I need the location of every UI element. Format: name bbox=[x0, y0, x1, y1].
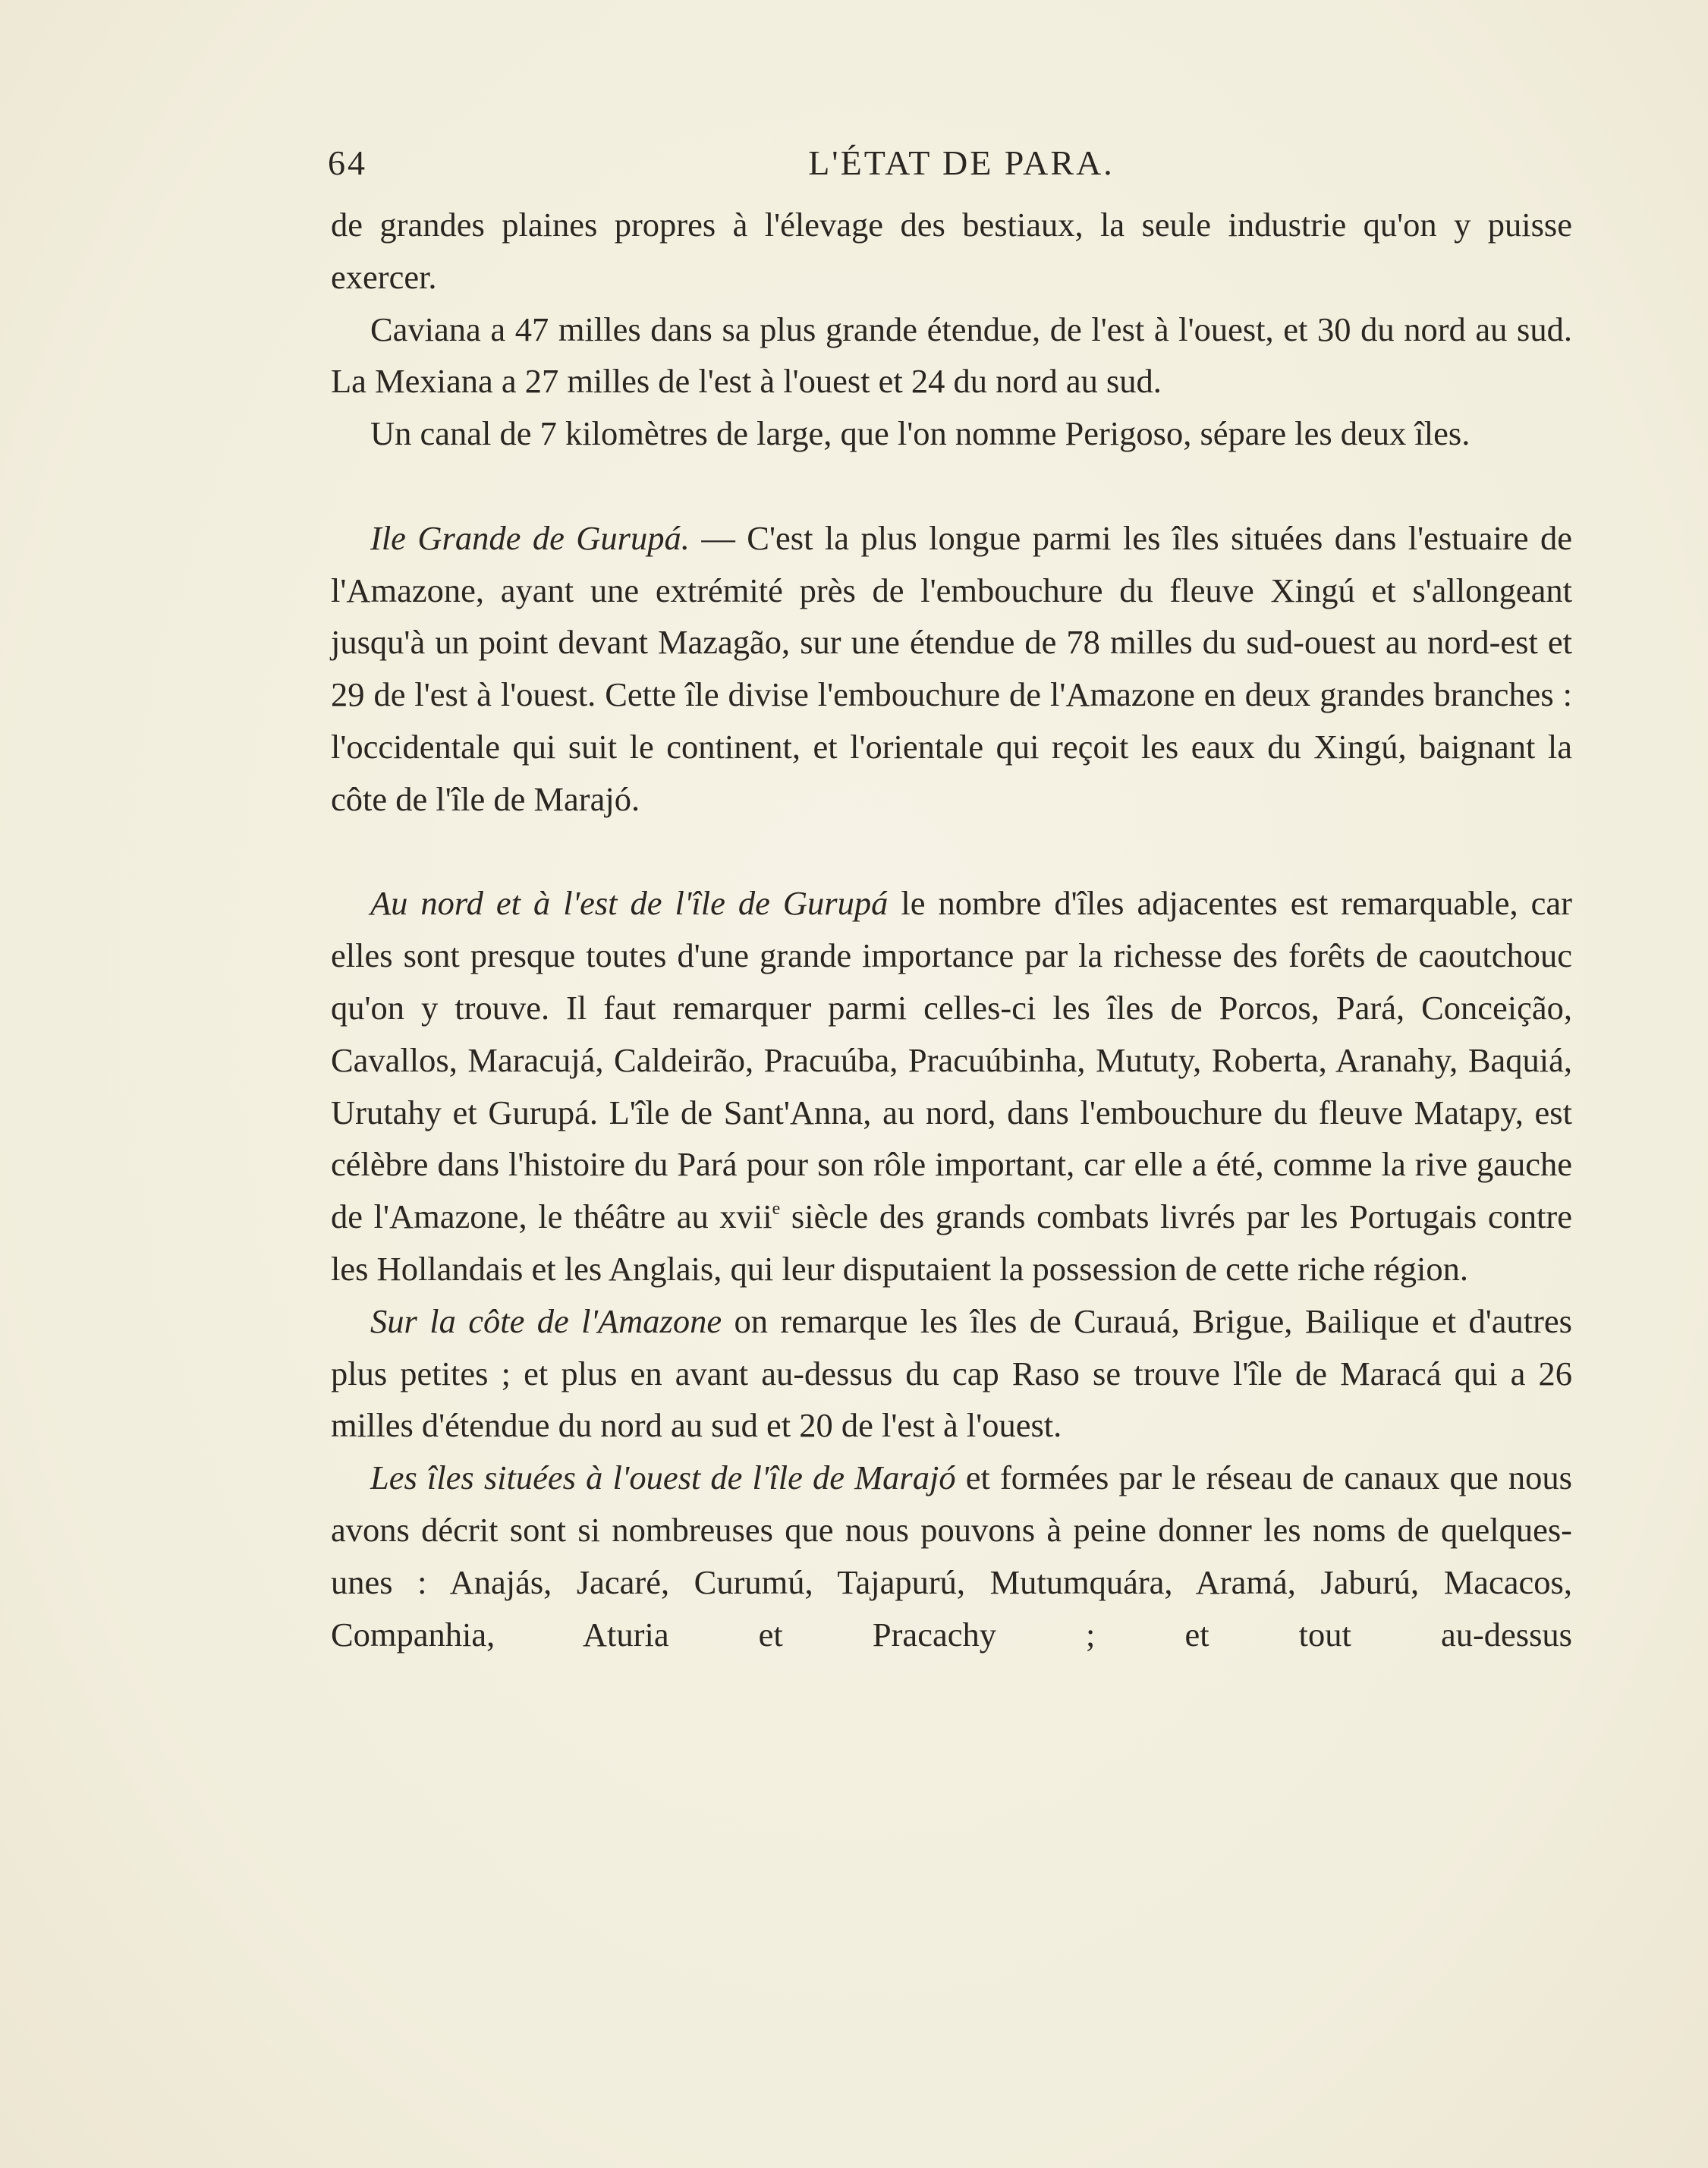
body-text bbox=[331, 199, 1572, 1660]
paragraph-canal bbox=[331, 407, 1572, 460]
paragraph-plains bbox=[331, 199, 1572, 304]
paragraph-text: on remarque les îles de Curauá, Brigue, Bailique et d'autres plus petites ; et plus en avant au-dessus du cap Raso se trouve l'île de Maracá qui a 26 milles d'étendue du nord au sud et 20 de l'est à l'ouest. bbox=[331, 1301, 1572, 1445]
paragraph-lead: Ile Grande de Gurupá. bbox=[370, 518, 690, 557]
paragraph-text: et formées par le réseau de canaux que nous avons décrit sont si nombreuses que nous pouvons à peine donner les noms de quelques-unes : Anajás, Jacaré, Curumú, Tajapurú, Mutumquára, Aramá, Jaburú, Macacos, Companhia, Aturia et Pracachy ; et tout au-dessus bbox=[331, 1458, 1572, 1654]
paragraph-north-east-islands bbox=[331, 877, 1572, 1295]
paragraph-text: — C'est la plus longue parmi les îles situées dans l'estuaire de l'Amazone, ayant une extrémité près de l'embouchure du fleuve Xingú et s'allongeant jusqu'à un point devant Mazagão, sur une étendue de 78 milles du sud-ouest au nord-est et 29 de l'est à l'ouest. Cette île divise l'embouchure de l'Amazone en deux grandes branches : l'occidentale qui suit le continent, et l'orientale qui reçoit les eaux du Xingú, baignant la côte de l'île de Marajó. bbox=[331, 518, 1572, 818]
paragraph-text: Un canal de 7 kilomètres de large, que l'on nomme Perigoso, sépare les deux îles. bbox=[370, 414, 1471, 453]
paragraph-text: Caviana a 47 milles dans sa plus grande étendue, de l'est à l'ouest, et 30 du nord au sud. La Mexiana a 27 milles de l'est à l'ouest et 24 du nord au sud. bbox=[331, 310, 1572, 401]
paragraph-lead: Sur la côte de l'Amazone bbox=[370, 1301, 722, 1340]
paragraph-text: de grandes plaines propres à l'élevage des bestiaux, la seule industrie qu'on y puisse exercer. bbox=[331, 206, 1572, 296]
paragraph-text: le nombre d'îles adjacentes est remarquable, car elles sont presque toutes d'une grande importance par la richesse des forêts de caoutchouc qu'on y trouve. Il faut remarquer parmi celles-ci les îles de Porcos, Pará, Conceição, Cavallos, Maracujá, Caldeirão, Pracuúba, Pracuúbinha, Mututy, Roberta, Aranahy, Baquiá, Urutahy et Gurupá. L'île de Sant'Anna, au nord, dans l'embouchure du fleuve Matapy, est célèbre dans l'histoire du Pará pour son rôle important, car elle a été, comme la rive gauche de l'Amazone, le théâtre au xvii bbox=[331, 884, 1572, 1236]
superscript: e bbox=[772, 1199, 781, 1219]
page-number: 64 bbox=[328, 143, 367, 182]
running-head bbox=[328, 143, 1572, 188]
paragraph-lead: Au nord et à l'est de l'île de Gurupá bbox=[370, 884, 889, 923]
running-title: L'ÉTAT DE PARA. bbox=[808, 143, 1115, 182]
paragraph-west-islands bbox=[331, 1452, 1572, 1660]
paragraph-amazon-coast bbox=[331, 1295, 1572, 1452]
paragraph-caviana bbox=[331, 304, 1572, 408]
paragraph-gurupa bbox=[331, 512, 1572, 826]
paragraph-text: siècle des grands combats livrés par les Portugais contre les Hollandais et les Anglais, qui leur disputaient la possession de cette riche région. bbox=[331, 1197, 1572, 1288]
paragraph-lead: Les îles situées à l'ouest de l'île de Marajó bbox=[370, 1458, 956, 1497]
